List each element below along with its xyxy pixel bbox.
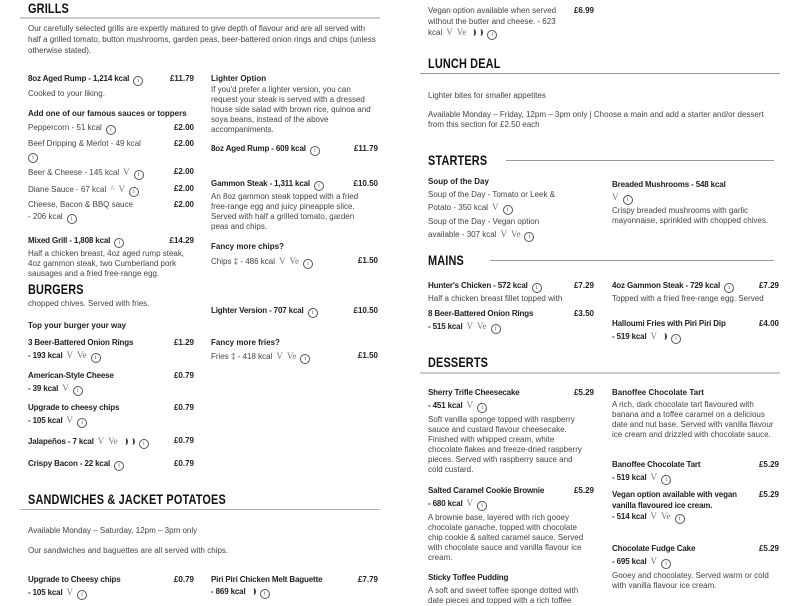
item-kcal: - 519 kcal xyxy=(612,473,647,482)
item-description: An 8oz gammon steak topped with a fried free-range egg and juicy pineapple slice. Served with half a grilled tomato, garden peas and chips. xyxy=(211,192,359,231)
section-heading-mains: MAINS xyxy=(428,252,464,268)
info-icon[interactable] xyxy=(114,461,124,471)
vegetarian-icon: V xyxy=(650,511,658,521)
item-price: £5.29 xyxy=(573,486,594,495)
item-price: £3.50 xyxy=(573,309,594,318)
vegetarian-icon: V xyxy=(492,202,499,212)
banoffee-description: A rich, dark chocolate tart flavoured with banana and a toffee caramel on a delicious date and nut base. Served with vanilla flavour ice cream and drizzled with chocolate sauce. xyxy=(612,400,774,439)
item-price: £0.79 xyxy=(173,436,194,445)
vegetarian-icon: V xyxy=(466,498,474,508)
chilli-icon xyxy=(251,588,256,595)
divider xyxy=(20,17,380,19)
alcohol-icon: ^ xyxy=(110,184,115,194)
item-price: £7.29 xyxy=(573,281,594,290)
item-kcal: - 707 kcal xyxy=(267,306,304,315)
lighter-option-description: If you'd prefer a lighter version, you can request your steak is served with a dressed house side salad with brown rice, quinoa and soya beans, instead of the above accompaniments. xyxy=(211,85,371,134)
info-icon[interactable] xyxy=(661,475,671,485)
info-icon[interactable] xyxy=(671,334,681,344)
menu-item-gammon-4oz[interactable] xyxy=(612,280,779,305)
item-description: Half a chicken breast, 4oz aged rump steak, 4oz gammon steak, two Cumberland pork sausages and a fried free-range egg. xyxy=(28,249,185,278)
menu-item-piri-piri-baguette[interactable] xyxy=(211,574,378,599)
item-name: Soup of the Day - Tomato or Leek & Potato xyxy=(428,190,556,212)
item-kcal: - 193 kcal xyxy=(28,351,63,360)
section-heading-desserts: DESSERTS xyxy=(428,354,489,370)
vegetarian-icon: V xyxy=(118,184,126,194)
info-icon[interactable] xyxy=(524,232,534,242)
item-kcal: - 869 kcal xyxy=(211,587,246,596)
item-name: Mixed Grill xyxy=(28,236,68,245)
item-kcal: - 105 kcal xyxy=(28,588,63,597)
menu-item-lighter-version[interactable] xyxy=(211,305,378,318)
menu-item-onion-rings[interactable] xyxy=(28,337,194,363)
item-name: Soup of the Day - Vegan option available xyxy=(428,217,540,239)
vegetarian-icon: V xyxy=(650,472,658,482)
divider xyxy=(420,73,780,74)
menu-item-diane-sauce[interactable] xyxy=(28,183,194,197)
item-price: £4.00 xyxy=(758,319,779,328)
info-icon[interactable] xyxy=(491,324,501,334)
menu-item-beer-cheese[interactable] xyxy=(28,166,194,180)
vegetarian-icon: V xyxy=(466,321,474,331)
item-name: American-Style Cheese xyxy=(28,371,114,380)
info-icon[interactable] xyxy=(77,418,87,428)
menu-item-gammon-steak[interactable] xyxy=(211,178,378,232)
item-kcal: - 515 kcal xyxy=(428,322,463,331)
item-kcal: - 1,214 kcal xyxy=(86,74,129,83)
chilli-icon xyxy=(123,438,128,445)
vegan-icon: Ve xyxy=(477,321,487,331)
menu-item-breaded-mushrooms[interactable] xyxy=(612,179,777,226)
item-price: £1.29 xyxy=(173,338,194,347)
info-icon[interactable] xyxy=(477,501,487,511)
menu-item-banoffee-vegan[interactable] xyxy=(612,489,779,524)
menu-item-crispy-bacon[interactable] xyxy=(28,458,194,471)
item-name: Jalapeños xyxy=(28,437,66,446)
toppings-title: Top your burger your way xyxy=(28,321,127,330)
sandwiches-availability: Available Monday – Saturday, 12pm – 3pm only xyxy=(28,526,198,535)
item-name: 8oz Aged Rump xyxy=(28,74,87,83)
item-price: £2.00 xyxy=(173,167,194,176)
item-kcal: - 67 kcal xyxy=(74,185,106,194)
info-icon[interactable] xyxy=(477,403,487,413)
menu-item-upgrade-cheesy-chips[interactable] xyxy=(28,574,194,600)
item-name: Hunter's Chicken xyxy=(428,281,492,290)
menu-item-soup-vegan[interactable] xyxy=(428,216,568,242)
info-icon[interactable] xyxy=(503,205,513,215)
info-icon[interactable] xyxy=(91,353,101,363)
item-kcal: - 548 kcal xyxy=(689,180,726,189)
item-price: £11.79 xyxy=(353,144,378,153)
vegan-icon: Ve xyxy=(510,229,521,239)
item-price: £5.29 xyxy=(758,490,779,499)
item-kcal: - 729 kcal xyxy=(683,281,720,290)
menu-item-sticky-toffee[interactable] xyxy=(428,572,588,606)
item-description: A soft and sweet toffee sponge dotted with date pieces and topped with a rich toffee xyxy=(428,586,579,605)
vegan-icon: Ve xyxy=(661,511,671,521)
info-icon[interactable] xyxy=(661,559,671,569)
lunch-availability: Available Monday – Friday, 12pm – 3pm only | Choose a main and add a starter and/or dessert from this section for £2.50 each xyxy=(428,110,764,129)
info-icon[interactable] xyxy=(623,195,633,205)
item-kcal: - 39 kcal xyxy=(28,384,58,393)
item-name: Breaded Mushrooms xyxy=(612,180,690,189)
info-icon[interactable] xyxy=(134,170,144,180)
info-icon[interactable] xyxy=(77,590,87,600)
item-price: £0.79 xyxy=(173,403,194,412)
info-icon[interactable] xyxy=(487,30,497,40)
menu-item-banoffee-tart[interactable] xyxy=(612,459,779,485)
menu-item-lighter-rump[interactable] xyxy=(211,143,378,156)
item-price: £2.00 xyxy=(173,123,194,132)
item-name: Banoffee Chocolate Tart xyxy=(612,460,701,469)
section-heading-grills: GRILLS xyxy=(28,0,69,16)
item-price: £11.79 xyxy=(169,74,194,83)
item-description: Crispy breaded mushrooms with garlic mayonnaise, sprinkled with chopped chives. xyxy=(612,206,769,225)
item-name: Halloumi Fries with Piri Piri Dip xyxy=(612,319,726,328)
item-kcal: - 145 kcal xyxy=(82,168,119,177)
item-name: 8 Beer-Battered Onion Rings xyxy=(428,309,534,318)
info-icon[interactable] xyxy=(300,354,310,364)
info-icon[interactable] xyxy=(139,439,149,449)
item-kcal: - 1,808 kcal xyxy=(67,236,110,245)
item-price: £1.50 xyxy=(357,351,378,360)
item-description: Soft vanilla sponge topped with raspberry sauce and custard flavour cheesecake. Finished with whipped cream, white chocolate flakes and freeze-dried raspberry pieces. Served with raspberry sauce and cold custard. xyxy=(428,415,582,474)
item-price: £0.79 xyxy=(173,575,194,584)
menu-item-cheese-bacon-bbq[interactable] xyxy=(28,199,194,224)
divider xyxy=(506,160,774,161)
info-icon[interactable] xyxy=(303,259,313,269)
item-description: A brownie base, layered with rich gooey chocolate ganache, topped with chocolate chip cookie & salted caramel sauce. Served with chocolate sauce and vanilla flavour ice cream. xyxy=(428,513,584,562)
vegan-icon: Ve xyxy=(77,350,87,360)
item-name: Vegan option available when served without the butter and cheese. xyxy=(428,6,557,26)
item-name: 4oz Gammon Steak xyxy=(612,281,684,290)
item-description: Topped with a fried free-range egg. Served xyxy=(612,294,764,303)
item-price: £6.99 xyxy=(573,6,594,15)
item-kcal: - 514 kcal xyxy=(612,512,647,521)
item-kcal: - 519 kcal xyxy=(612,332,647,341)
vegan-icon: Ve xyxy=(456,27,467,37)
item-price: £10.50 xyxy=(353,306,378,315)
vegetarian-icon: V xyxy=(97,436,105,446)
item-kcal: - 105 kcal xyxy=(28,416,63,425)
info-icon[interactable] xyxy=(114,238,124,248)
info-icon[interactable] xyxy=(308,308,318,318)
vegetarian-icon: V xyxy=(66,350,74,360)
item-kcal: - 680 kcal xyxy=(428,499,463,508)
info-icon[interactable] xyxy=(260,589,270,599)
menu-item-mixed-grill[interactable] xyxy=(28,235,194,279)
menu-item-sherry-trifle[interactable] xyxy=(428,387,594,475)
item-kcal: - 418 kcal xyxy=(235,352,272,361)
item-price: £10.50 xyxy=(353,179,378,188)
section-heading-lunch-deal: LUNCH DEAL xyxy=(428,55,501,71)
item-name: Fries ‡ xyxy=(211,352,236,361)
item-name: 8oz Aged Rump xyxy=(211,144,270,153)
vegetarian-icon: V xyxy=(650,556,658,566)
vegetarian-icon: V xyxy=(500,229,507,239)
sauces-title: Add one of our famous sauces or toppers xyxy=(28,109,187,118)
fancy-chips-title: Fancy more chips? xyxy=(211,242,284,251)
menu-item-american-cheese[interactable] xyxy=(28,370,194,396)
lunch-tagline: Lighter bites for smaller appetites xyxy=(428,91,546,100)
item-price: £5.29 xyxy=(573,388,594,397)
vegetarian-icon: V xyxy=(279,256,286,266)
item-name: Gammon Steak xyxy=(211,179,268,188)
item-kcal: - 49 kcal xyxy=(108,139,140,148)
menu-item-aged-rump[interactable] xyxy=(28,73,194,100)
item-name: Upgrade to cheesy chips xyxy=(28,403,120,412)
chilli-icon xyxy=(130,438,135,445)
item-name: Peppercorn xyxy=(28,123,70,132)
info-icon[interactable] xyxy=(129,187,139,197)
menu-item-vegan-sandwich-option[interactable] xyxy=(428,5,594,40)
left-menu-panel xyxy=(20,0,380,600)
lighter-option-title: Lighter Option xyxy=(211,74,267,83)
vegetarian-icon: V xyxy=(446,27,453,37)
item-price: £7.29 xyxy=(758,281,779,290)
item-price: £2.00 xyxy=(173,139,194,148)
item-price: £2.00 xyxy=(173,184,194,193)
vegan-icon: Ve xyxy=(286,351,297,361)
item-price: £0.79 xyxy=(173,459,194,468)
item-kcal: - 350 kcal xyxy=(451,203,488,212)
item-name: Crispy Bacon xyxy=(28,459,78,468)
item-price: £2.00 xyxy=(173,200,194,209)
item-name: Sherry Trifle Cheesecake xyxy=(428,388,520,397)
item-name: Vegan option available with vegan vanilla flavoured ice cream. xyxy=(612,490,737,510)
info-icon[interactable] xyxy=(532,283,542,293)
item-kcal: - 572 kcal xyxy=(491,281,528,290)
info-icon[interactable] xyxy=(724,283,734,293)
section-heading-starters: STARTERS xyxy=(428,152,488,168)
item-description: Gooey and chocolatey. Served warm or cold with vanilla flavour ice cream. xyxy=(612,571,769,590)
item-price: £0.79 xyxy=(173,371,194,380)
vegetarian-icon: V xyxy=(276,351,283,361)
fancy-fries-title: Fancy more fries? xyxy=(211,338,280,347)
item-kcal: - 1,311 kcal xyxy=(267,179,310,188)
menu-item-hunters-chicken[interactable] xyxy=(428,280,594,305)
item-name: Chocolate Fudge Cake xyxy=(612,544,696,553)
section-heading-burgers: BURGERS xyxy=(28,281,84,297)
menu-item-soup-tomato-leek[interactable] xyxy=(428,189,568,215)
info-icon[interactable] xyxy=(73,386,83,396)
item-kcal: - 22 kcal xyxy=(78,459,110,468)
menu-item-jalapenos[interactable] xyxy=(28,435,194,449)
item-kcal: - 695 kcal xyxy=(612,557,647,566)
vegetarian-icon: V xyxy=(650,331,658,341)
item-price: £14.29 xyxy=(169,236,194,245)
info-icon[interactable] xyxy=(675,514,685,524)
item-price: £1.50 xyxy=(357,256,378,265)
item-description: Cooked to your liking. xyxy=(28,89,105,98)
item-name: Salted Caramel Cookie Brownie xyxy=(428,486,545,495)
info-icon[interactable] xyxy=(28,153,38,163)
item-kcal: - 623 kcal xyxy=(428,17,556,37)
right-menu-panel xyxy=(420,0,780,605)
info-icon[interactable] xyxy=(106,125,116,135)
item-kcal: - 451 kcal xyxy=(428,401,463,410)
menu-item-cheesy-chips[interactable] xyxy=(28,402,194,428)
chilli-icon xyxy=(662,333,667,340)
menu-item-chips[interactable] xyxy=(211,255,378,269)
item-name: Beef Dripping & Merlot xyxy=(28,139,109,148)
divider xyxy=(490,260,774,261)
item-price: £5.29 xyxy=(758,544,779,553)
vegetarian-icon: V xyxy=(62,383,69,393)
soup-title: Soup of the Day xyxy=(428,177,489,186)
grills-intro: Our carefully selected grills are expertly matured to give depth of flavour and are all served with half a grilled tomato, button mushrooms, garden peas, beer-battered onion rings and chips (unless otherwise stated). xyxy=(28,24,376,55)
item-kcal: - 609 kcal xyxy=(269,144,306,153)
vegan-icon: Ve xyxy=(289,256,300,266)
item-name: Upgrade to Cheesy chips xyxy=(28,575,121,584)
vegetarian-icon: V xyxy=(466,400,474,410)
item-description: Half a chicken breast fillet topped with xyxy=(428,294,563,303)
burgers-overlap-text: chopped chives. Served with fries. xyxy=(28,299,150,308)
vegan-icon: Ve xyxy=(108,436,118,446)
item-name: Sticky Toffee Pudding xyxy=(428,573,509,582)
menu-item-fudge-cake[interactable] xyxy=(612,543,779,591)
chilli-icon xyxy=(478,29,483,36)
info-icon[interactable] xyxy=(314,181,324,191)
menu-item-onion-rings-8[interactable] xyxy=(428,308,594,334)
item-kcal: - 206 kcal xyxy=(28,212,63,221)
item-kcal: - 7 kcal xyxy=(66,437,94,446)
vegetarian-icon: V xyxy=(123,167,130,177)
item-price: £5.29 xyxy=(758,460,779,469)
info-icon[interactable] xyxy=(133,76,143,86)
item-name: Chips ‡ xyxy=(211,257,239,266)
section-heading-sandwiches: SANDWICHES & JACKET POTATOES xyxy=(28,491,226,507)
vegetarian-icon: V xyxy=(66,415,74,425)
item-name: Lighter Version xyxy=(211,306,267,315)
item-name: Beer & Cheese xyxy=(28,168,83,177)
menu-item-peppercorn[interactable] xyxy=(28,122,194,135)
vegetarian-icon: V xyxy=(612,192,619,202)
item-kcal: - 51 kcal xyxy=(69,123,101,132)
info-icon[interactable] xyxy=(67,214,77,224)
item-name: 3 Beer-Battered Onion Rings xyxy=(28,338,134,347)
sandwiches-note: Our sandwiches and baguettes are all served with chips. xyxy=(28,546,229,555)
info-icon[interactable] xyxy=(310,146,320,156)
chilli-icon xyxy=(471,29,476,36)
item-name: Cheese, Bacon & BBQ sauce xyxy=(28,200,133,209)
vegetarian-icon: V xyxy=(66,587,74,597)
menu-item-cookie-brownie[interactable] xyxy=(428,485,594,563)
menu-item-beef-dripping[interactable] xyxy=(28,138,194,163)
divider xyxy=(20,509,380,510)
menu-item-fries[interactable] xyxy=(211,350,378,364)
menu-item-halloumi-fries[interactable] xyxy=(612,318,779,344)
item-price: £7.79 xyxy=(357,575,378,584)
item-kcal: - 307 kcal xyxy=(460,230,497,239)
divider xyxy=(420,372,780,374)
item-kcal: - 486 kcal xyxy=(238,257,275,266)
item-name: Piri Piri Chicken Melt Baguette xyxy=(211,575,323,584)
item-name: Diane Sauce xyxy=(28,185,74,194)
banoffee-title: Banoffee Chocolate Tart xyxy=(612,388,704,397)
